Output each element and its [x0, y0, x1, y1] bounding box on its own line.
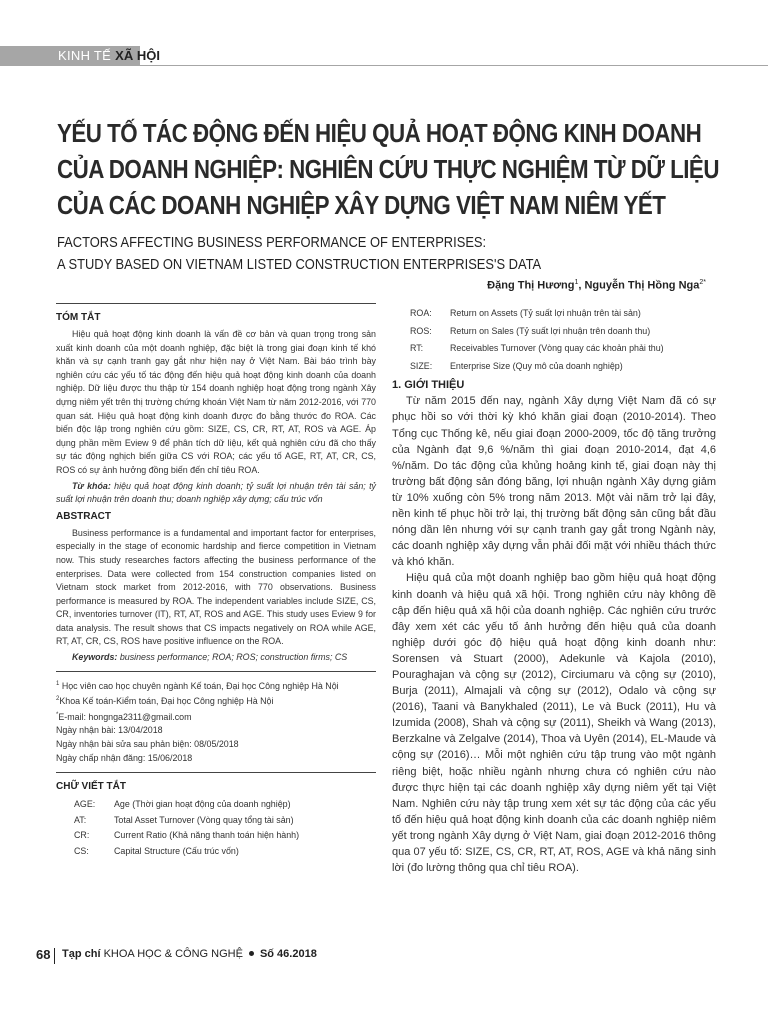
section-label-part1: KINH TẾ [58, 48, 112, 63]
section-header-rule [0, 65, 768, 66]
abbreviation-value: Return on Assets (Tỷ suất lợi nhuận trên tài sản) [450, 308, 641, 318]
abbreviation-value: Capital Structure (Cấu trúc vốn) [114, 845, 239, 856]
abstract-keywords [56, 651, 376, 665]
abbreviation-key: AGE: [74, 799, 96, 810]
abbreviation-key: RT: [410, 343, 424, 354]
left-column [56, 303, 376, 860]
journal-issue: Số 46.2018 [259, 948, 317, 960]
column-rule [56, 303, 376, 304]
journal-name: KHOA HỌC & CÔNG NGHỆ [100, 948, 243, 960]
date-accepted: Ngày chấp nhận đăng: 15/06/2018 [56, 752, 193, 763]
article-title-vn [57, 115, 728, 223]
affiliation-1 [56, 678, 376, 694]
corresponding-email [56, 709, 376, 725]
author-2-affiliation-mark: 2* [699, 279, 706, 286]
article-title-en [57, 232, 728, 276]
affiliation-2-text: Khoa Kế toán-Kiểm toán, Đại học Công nghiệp Hà Nội [59, 696, 274, 707]
abbreviation-item [392, 340, 716, 358]
abbreviations-heading: CHỮ VIẾT TẮT [56, 781, 126, 793]
section-label [58, 48, 160, 64]
abbreviation-item [392, 323, 716, 341]
email-mark: * [56, 711, 59, 718]
abstract-heading: ABSTRACT [56, 510, 111, 522]
abbreviation-value: Current Ratio (Khả năng thanh toán hiện hành) [114, 830, 300, 841]
title-en-line: FACTORS AFFECTING BUSINESS PERFORMANCE OF ENTERPRISES: [57, 234, 487, 251]
title-en-line: A STUDY BASED ON VIETNAM LISTED CONSTRUCTION ENTERPRISES'S DATA [57, 256, 542, 273]
email-text: E-mail: hongnga2311@gmail.com [58, 711, 192, 722]
summary-body: Hiệu quả hoạt động kinh doanh là vấn đề cơ bản và quan trọng trong sản xuất kinh doanh của một doanh nghiệp, đặc biệt là trong giai đoạn kinh tế khó khăn và sự cạnh tranh gay gắt như hiện nay ở Việt Nam. Bài báo trình bày nghiên cứu các yếu tố tác động đến hiệu quả hoạt động kinh doanh của doanh nghiệp. Dữ liệu được thu thập từ 154 doanh nghiệp hoạt động trong ngành Xây dựng niêm yết trên thị trường chứng khoán Việt Nam từ năm 2012-2016, với 770 quan sát. Hiệu quả hoạt động kinh doanh được đo bằng thước đo ROA. Các biến độc lập trong nghiên cứu gồm: SIZE, CS, CR, RT, AT, ROS và AGE. Áp dụng phần mềm Eview 9 để phân tích dữ liệu, kết quả nghiên cứu đã cho thấy sự tác động nghịch biến giữa CS với ROA; các yếu tố AGE, RT, AT, CR, CS, ROS có sự ảnh hưởng đồng biến đến chỉ tiêu ROA. [56, 329, 376, 475]
abbreviation-key: CR: [74, 830, 90, 841]
right-column [392, 303, 716, 876]
author-1-affiliation-mark: 1 [574, 279, 579, 286]
abbreviation-value: Total Asset Turnover (Vòng quay tổng tài sản) [114, 814, 294, 825]
introduction-paragraph: Từ năm 2015 đến nay, ngành Xây dựng Việt Nam đã có sự phục hồi so với thời kỳ khó khăn giai đoạn (2010-2014). Theo Tổng cục Thống kê, nếu giai đoạn 2000-2009, tốc độ tăng trưởng của Ngành đạt 9,6 %/năm thì giai đoạn 2010-2014, đạt 4,6 %/năm. Do tác động của khủng hoảng kinh tế, giai đoạn này thị trường bất động sản đóng băng, lợi nhuận ngành Xây dựng giảm từ 10% xuống còn 5% trong năm 2013. Một vài năm trở lại đây, nền kinh tế phục hồi trở lại, thị trường bất động sản cũng bắt đầu nóng dần lên nhưng với sự cạnh tranh gay gắt trong Ngành này, các doanh nghiệp xây dựng vẫn phải đối mặt với nhiều thách thức và khó khăn. [392, 395, 716, 569]
footer-divider [54, 948, 55, 964]
abbreviations-list-right [392, 305, 716, 375]
abbreviation-item [392, 305, 716, 323]
affiliation-1-text: Học viên cao học chuyên ngành Kế toán, Đại học Công nghiệp Hà Nội [61, 680, 339, 691]
abbreviation-key: AT: [74, 814, 87, 825]
abstract-body: Business performance is a fundamental and important factor for enterprises, especially in the stage of economic hardship and fierce competition in Vietnam now. This study researches factors affecting the business performance of the enterprises. Data were collected from 154 construction companies listed on Vietnam stock market from 2012-2016, with 770 observations. Business performance is measured by ROA. The independent variables include SIZE, CS, CR, inventories turnover (IT), RT, AT, ROS and AGE. This study uses Eview 9 for data analysis. The result shows that CS impacts negatively on ROA while AGE, RT, AT, CR, CS, ROS have positive influence on the ROA. [56, 527, 376, 647]
abbreviation-value: Return on Sales (Tỷ suất lợi nhuận trên doanh thu) [450, 325, 651, 336]
journal-info [62, 948, 317, 960]
section-header [0, 46, 768, 66]
title-vn-line: CỦA CÁC DOANH NGHIỆP XÂY DỰNG VIỆT NAM NIÊM YẾT [57, 190, 666, 220]
abbreviation-item [56, 813, 376, 829]
introduction-paragraph: Hiệu quả của một doanh nghiệp bao gồm hiệu quả hoạt động kinh doanh và hiệu quả xã hội. Trong nghiên cứu này không đề cập đến hiệu quả xã hội của doanh nghiệp. Các nghiên cứu trước đây xem xét các yếu tố ảnh hưởng đến hiệu quả của doanh nghiệp dưới góc độ hiệu quả hoạt động kinh doanh như: Sorensen và Stuart (2000), Adekunle và Kajola (2010), Pouraghajan và cộng sự (2012), Circiumaru và cộng sự (2010), Burja (2011), Almajali và cộng sự (2012), Odalo và cộng sự (2016), Taani và Banykhaled (2011), Le và Buck (2011), Hu và Izumida (2008), Shah và cộng sự (2011), Sheikh và Wang (2013), Berzkalne và Zelgalve (2014), Thoa và Uyên (2014), EL-Maude và cộng sự (2016)… Mỗi một nghiên cứu tập trung vào một ngành riêng biệt, hoặc nhiều ngành nhưng chưa có nghiên cứu nào được thực hiện tại các doanh nghiệp xây dựng niêm yết tại Việt Nam. Nghiên cứu này tập trung xem xét sự tác động của các yếu tố đến hiệu quả hoạt động kinh doanh của các doanh nghiệp niêm yết trong ngành Xây dựng ở Việt Nam, giai đoạn 2012-2016 thông qua 07 yếu tố: SIZE, CS, CR, RT, AT, ROS, AGE và khả năng sinh lời (đo lường thông qua chỉ tiêu ROA). [392, 572, 716, 875]
summary-keywords-label: Từ khóa: [72, 480, 111, 491]
footnote-rule [56, 671, 376, 672]
abbreviations-rule [56, 772, 376, 773]
title-vn-line: CỦA DOANH NGHIỆP: NGHIÊN CỨU THỰC NGHIỆM TỪ DỮ LIỆU [57, 154, 719, 184]
bullet-icon [249, 951, 254, 956]
summary-keywords-text: hiệu quả hoạt động kinh doanh; tỷ suất lợi nhuận trên tài sản; tỷ suất lợi nhuận trên doanh thu; doanh nghiệp xây dựng; cấu trúc vốn [56, 480, 376, 505]
abbreviation-value: Receivables Turnover (Vòng quay các khoản phải thu) [450, 343, 664, 354]
author-1: Đặng Thị Hương [487, 279, 575, 292]
abstract-keywords-text: business performance; ROA; ROS; construction firms; CS [117, 652, 348, 663]
date-received: Ngày nhận bài: 13/04/2018 [56, 725, 163, 736]
author-line [487, 279, 706, 292]
abbreviation-item [56, 797, 376, 813]
affiliation-1-mark: 1 [56, 680, 60, 687]
abbreviation-value: Age (Thời gian hoạt động của doanh nghiệp) [114, 799, 291, 810]
affiliation-2 [56, 693, 376, 709]
date-revised: Ngày nhận bài sửa sau phản biện: 08/05/2018 [56, 738, 239, 749]
summary-keywords [56, 480, 376, 507]
abbreviation-value: Enterprise Size (Quy mô của doanh nghiệp) [450, 360, 623, 371]
abbreviation-key: SIZE: [410, 360, 433, 371]
abbreviation-key: ROA: [410, 308, 432, 318]
footnotes [56, 678, 376, 765]
affiliation-2-mark: 2 [56, 696, 60, 703]
abstract-keywords-label: Keywords: [72, 652, 118, 663]
introduction-heading: 1. GIỚI THIỆU [392, 379, 465, 392]
abbreviation-item [56, 828, 376, 844]
abbreviation-item [56, 844, 376, 860]
abbreviation-item [392, 358, 716, 376]
section-label-part2: XÃ HỘI [115, 48, 160, 63]
abbreviations-list-left [56, 797, 376, 859]
title-vn-line: YẾU TỐ TÁC ĐỘNG ĐẾN HIỆU QUẢ HOẠT ĐỘNG KINH DOANH [57, 118, 702, 148]
author-separator: , [578, 279, 585, 292]
summary-heading: TÓM TẮT [56, 312, 101, 323]
journal-prefix: Tạp chí [62, 948, 101, 960]
author-2: Nguyễn Thị Hồng Nga [584, 279, 700, 292]
abbreviation-key: ROS: [410, 325, 432, 336]
page-number: 68 [36, 947, 51, 962]
abbreviation-key: CS: [74, 845, 89, 856]
page-footer [36, 944, 736, 968]
